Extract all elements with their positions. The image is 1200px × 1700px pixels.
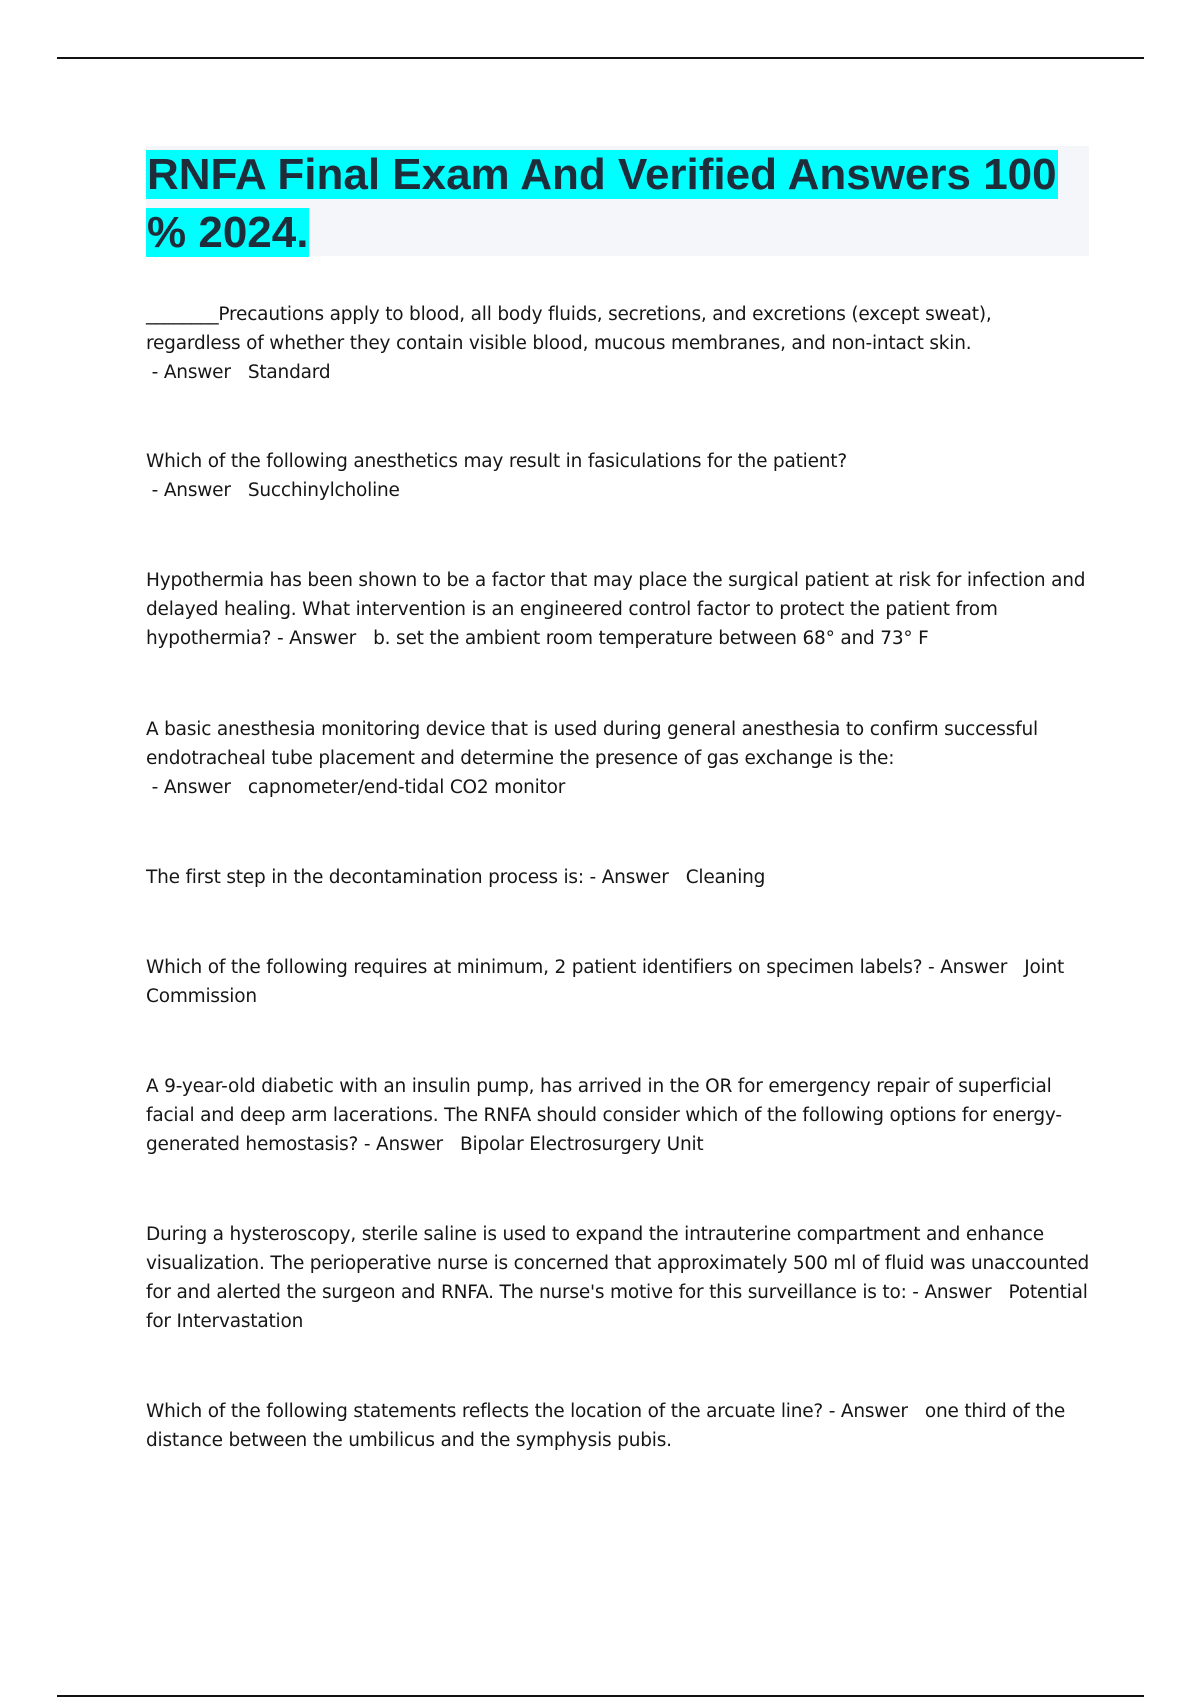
question-text: Which of the following requires at minimum, 2 patient identifiers on specimen labels? <box>146 957 923 978</box>
answer-text: Cleaning <box>685 867 766 888</box>
page-title <box>146 146 1089 262</box>
title-highlight: RNFA Final Exam And Verified Answers 100 % 2024. <box>147 150 1057 257</box>
answer-separator: - Answer <box>146 362 248 383</box>
question-text: ________Precautions apply to blood, all body fluids, secretions, and excretions (except sweat), regardless of whether they contain visible blood, mucous membranes, and non-intact skin. <box>146 304 992 354</box>
answer-separator: - Answer <box>583 867 686 888</box>
question-text: A basic anesthesia monitoring device that is used during general anesthesia to confirm successful endotracheal tube placement and determine the presence of gas exchange is the: <box>146 719 1038 769</box>
title-block <box>146 146 1089 256</box>
qa-item-3 <box>146 566 1091 653</box>
answer-separator: - Answer <box>823 1401 925 1422</box>
answer-text: one third of the distance between the umbilicus and the symphysis pubis. <box>146 1401 1066 1451</box>
question-list <box>146 300 1091 1455</box>
qa-item-8 <box>146 1220 1091 1336</box>
qa-item-6 <box>146 953 1091 1011</box>
answer-separator: - Answer <box>146 777 248 798</box>
qa-item-1 <box>146 300 1091 387</box>
answer-text: Potential for Intervastation <box>146 1282 1088 1332</box>
answer-text: Joint Commission <box>146 957 1065 1007</box>
question-text: Hypothermia has been shown to be a factor that may place the surgical patient at risk for infection and delayed healing. What intervention is an engineered control factor to protect the patient from hypothermia? <box>146 570 1086 649</box>
qa-item-2 <box>146 447 1091 505</box>
question-text: A 9-year-old diabetic with an insulin pump, has arrived in the OR for emergency repair of superficial facial and deep arm lacerations. The RNFA should consider which of the following options for energy-generated hemostasis? <box>146 1076 1062 1155</box>
answer-separator: - Answer <box>146 480 248 501</box>
qa-item-5 <box>146 863 1091 892</box>
answer-separator: - Answer <box>922 957 1025 978</box>
answer-text: capnometer/end-tidal CO2 monitor <box>247 777 566 798</box>
question-text: During a hysteroscopy, sterile saline is used to expand the intrauterine compartment and enhance visualization. The perioperative nurse is concerned that approximately 500 ml of fluid was unaccounted for and alerted the surgeon and RNFA. The nurse's motive for this surveillance is to: <box>146 1224 1090 1303</box>
question-text: Which of the following statements reflects the location of the arcuate line? <box>146 1401 824 1422</box>
answer-separator: - Answer <box>906 1282 1009 1303</box>
answer-separator: - Answer <box>271 628 374 649</box>
answer-separator: - Answer <box>358 1134 460 1155</box>
question-text: Which of the following anesthetics may result in fasiculations for the patient? <box>146 451 847 472</box>
answer-text: Standard <box>247 362 331 383</box>
bottom-divider <box>57 1695 1144 1697</box>
qa-item-9 <box>146 1397 1091 1455</box>
answer-text: b. set the ambient room temperature between 68° and 73° F <box>373 628 929 649</box>
answer-text: Succhinylcholine <box>247 480 400 501</box>
top-divider <box>57 57 1144 59</box>
question-text: The first step in the decontamination process is: <box>146 867 584 888</box>
qa-item-7 <box>146 1072 1091 1159</box>
answer-text: Bipolar Electrosurgery Unit <box>459 1134 704 1155</box>
qa-item-4 <box>146 715 1091 802</box>
